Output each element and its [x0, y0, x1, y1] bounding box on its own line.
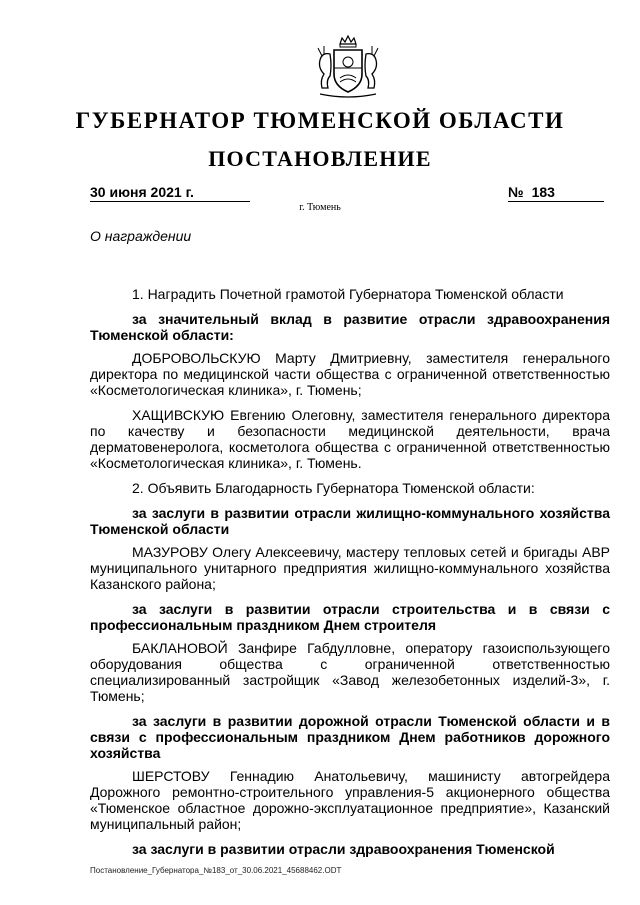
awardee-khashchivskaya: ХАЩИВСКУЮ Евгению Олеговну, заместителя генерального директора по качеству и безопасности медицинской деятельности, врача дерматовенеролога, косметолога общества с ограниченной ответственностью «Косметологическая клиника», г. Тюмень. — [90, 407, 610, 471]
number-sign: № — [508, 184, 524, 200]
award-reason-4: за заслуги в развитии дорожной отрасли Тюменской области и в связи с профессиональным праздником Днем работников дорожного хозяйства — [90, 713, 610, 761]
awardee-mazurov: МАЗУРОВУ Олегу Алексеевичу, мастеру тепловых сетей и бригады АВР муниципального унитарного предприятия жилищно-коммунального хозяйства Казанского района; — [90, 544, 610, 592]
awardee-baklanova: БАКЛАНОВОЙ Занфире Габдулловне, оператору газоиспользующего оборудования общества с ограниченной ответственностью специализированный застройщик «Завод железобетонных изделий-3», г. Тюмень; — [90, 640, 610, 704]
awardee-sherstov: ШЕРСТОВУ Геннадию Анатольевичу, машинисту автогрейдера Дорожного ремонтно-строительного управления-5 акционерного общества «Тюменское областное дорожно-эксплуатационное предприятие», Казанский муниципальный район; — [90, 768, 610, 832]
paragraph-1: 1. Наградить Почетной грамотой Губернатора Тюменской области — [132, 286, 564, 302]
document-date: 30 июня 2021 г. — [90, 183, 250, 202]
document-type: ПОСТАНОВЛЕНИЕ — [208, 146, 432, 171]
award-reason-1: за значительный вклад в развитие отрасли здравоохранения Тюменской области: — [90, 311, 610, 343]
award-reason-3: за заслуги в развитии отрасли строительства и в связи с профессиональным праздником Днем строителя — [90, 601, 610, 633]
document-number: 183 — [531, 184, 555, 200]
document-subject: О награждении — [90, 228, 192, 244]
document-body — [90, 286, 610, 866]
award-reason-5: за заслуги в развитии отрасли здравоохранения Тюменской — [132, 841, 555, 857]
awardee-dobrovolskaya: ДОБРОВОЛЬСКУЮ Марту Дмитриевну, заместителя генерального директора по медицинской части общества с ограниченной ответственностью «Косметологическая клиника», г. Тюмень; — [90, 350, 610, 398]
paragraph-2: 2. Объявить Благодарность Губернатора Тюменской области: — [132, 480, 535, 496]
city: г. Тюмень — [299, 202, 341, 213]
footer-filename: Постановление_Губернатора_№183_от_30.06.2021_45688462.ODT — [90, 866, 342, 875]
coat-of-arms-emblem — [300, 34, 396, 102]
governor-title: ГУБЕРНАТОР ТЮМЕНСКОЙ ОБЛАСТИ — [75, 108, 565, 133]
document-number-field — [508, 183, 604, 202]
award-reason-2: за заслуги в развитии отрасли жилищно-коммунального хозяйства Тюменской области — [90, 505, 610, 537]
